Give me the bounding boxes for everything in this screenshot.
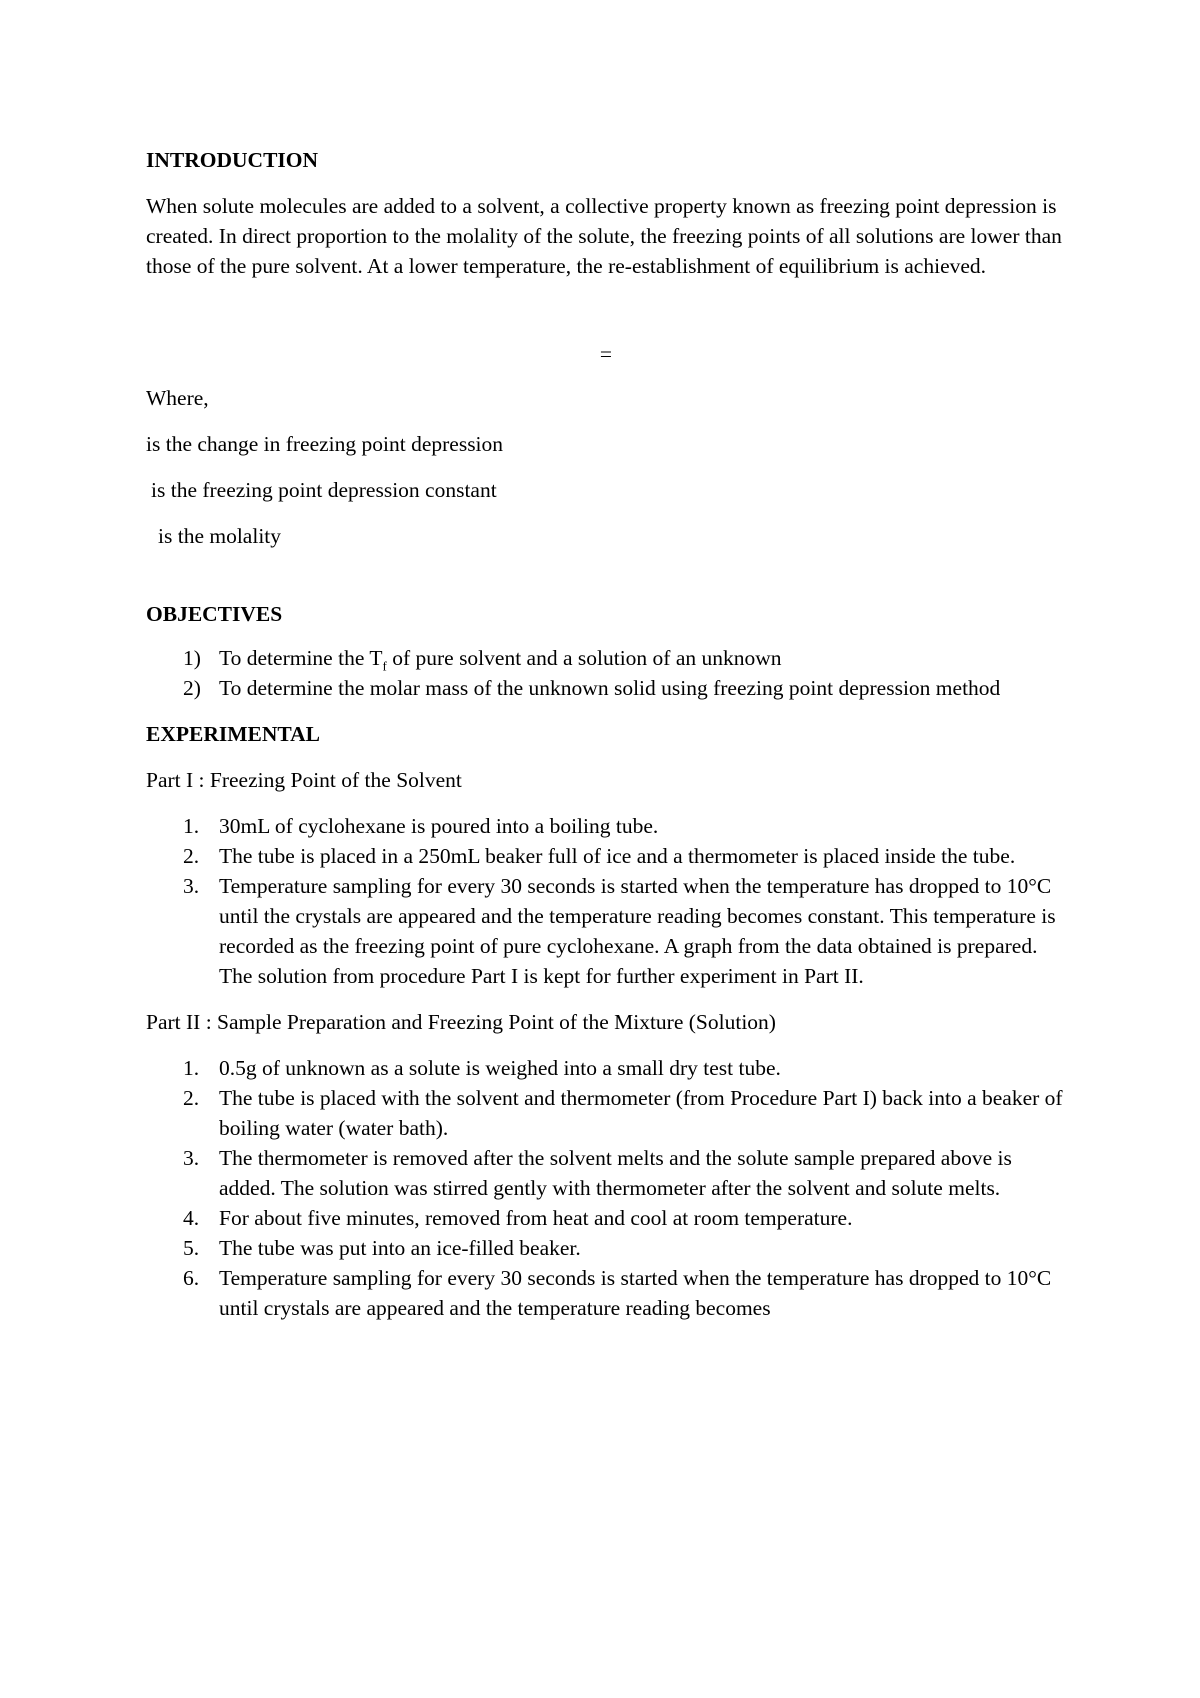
list-item-text: The tube is placed in a 250mL beaker full of ice and a thermometer is placed inside the tube. (219, 844, 1016, 868)
list-item-text: 30mL of cyclohexane is poured into a boiling tube. (219, 814, 659, 838)
list-item-number: 6. (183, 1266, 200, 1290)
list-item-text: of pure solvent and a solution of an unknown (386, 646, 782, 670)
list-item (146, 1083, 1066, 1143)
list-item (146, 811, 1066, 841)
definition-kf: is the freezing point depression constant (151, 478, 497, 502)
list-item (146, 1233, 1066, 1263)
list-item-text: To determine the T (219, 646, 383, 670)
where-label: Where, (146, 386, 209, 410)
list-item (146, 673, 1066, 703)
introduction-heading: INTRODUCTION (146, 148, 319, 172)
document-page (146, 145, 1066, 1339)
list-item-text: The thermometer is removed after the solvent melts and the solute sample prepared above is added. The solution was stirred gently with thermometer after the solvent and solute melts. (219, 1146, 1012, 1200)
list-item (146, 871, 1066, 991)
list-item (146, 1263, 1066, 1323)
definition-molality: is the molality (158, 524, 282, 548)
list-item-number: 3. (183, 874, 200, 898)
list-item (146, 1143, 1066, 1203)
equation: = (599, 342, 613, 366)
list-item-number: 2. (183, 1086, 200, 1110)
objectives-heading: OBJECTIVES (146, 602, 283, 626)
part2-steps (146, 1053, 1066, 1323)
list-item-text: For about five minutes, removed from heat and cool at room temperature. (219, 1206, 853, 1230)
list-item-number: 2. (183, 844, 200, 868)
list-item (146, 1053, 1066, 1083)
list-item-text: Temperature sampling for every 30 seconds is started when the temperature has dropped to 10°C until crystals are appeared and the temperature reading becomes (219, 1266, 1052, 1320)
list-item-text: The tube was put into an ice-filled beaker. (219, 1236, 581, 1260)
list-item-number: 1) (183, 646, 201, 670)
part1-title: Part I : Freezing Point of the Solvent (146, 768, 462, 792)
list-item-text: To determine the molar mass of the unknown solid using freezing point depression method (219, 676, 1001, 700)
list-item-number: 1. (183, 814, 200, 838)
list-item-number: 1. (183, 1056, 200, 1080)
experimental-heading: EXPERIMENTAL (146, 722, 321, 746)
list-item-number: 3. (183, 1146, 200, 1170)
list-item-text: 0.5g of unknown as a solute is weighed into a small dry test tube. (219, 1056, 781, 1080)
list-item-number: 5. (183, 1236, 200, 1260)
list-item-text: Temperature sampling for every 30 seconds is started when the temperature has dropped to 10°C until the crystals are appeared and the temperature reading becomes constant. This temperature is recorded as the freezing point of pure cyclohexane. A graph from the data obtained is prepared. The solution from procedure Part I is kept for further experiment in Part II. (219, 874, 1056, 988)
subscript-f: f (382, 658, 387, 674)
part1-steps (146, 811, 1066, 991)
objectives-list (146, 643, 1066, 703)
list-item-text: The tube is placed with the solvent and thermometer (from Procedure Part I) back into a beaker of boiling water (water bath). (219, 1086, 1063, 1140)
list-item (146, 1203, 1066, 1233)
list-item-number: 2) (183, 676, 201, 700)
definition-delta-tf: is the change in freezing point depression (146, 432, 504, 456)
list-item (146, 841, 1066, 871)
list-item-number: 4. (183, 1206, 200, 1230)
part2-title: Part II : Sample Preparation and Freezing Point of the Mixture (Solution) (146, 1010, 776, 1034)
introduction-paragraph: When solute molecules are added to a solvent, a collective property known as freezing point depression is created. In direct proportion to the molality of the solute, the freezing points of all solutions are lower than those of the pure solvent. At a lower temperature, the re-establishment of equilibrium is achieved. (146, 194, 1062, 278)
list-item (146, 643, 1066, 673)
